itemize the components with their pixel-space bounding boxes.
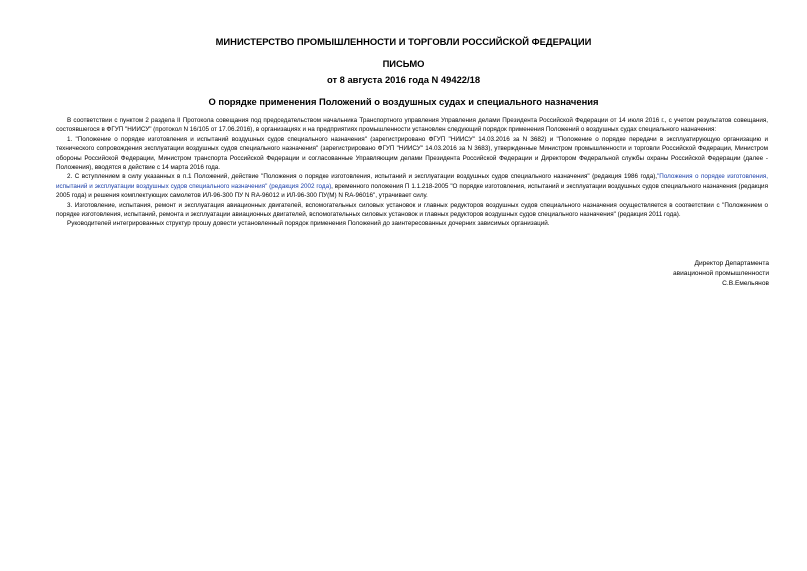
regulation-2002-link[interactable]: "Положения о порядке изготовления, испытаний и эксплуатации воздушных судов специального назначения" (редакция 2002 года) xyxy=(56,173,768,190)
paragraph-item-1: 1. "Положение о порядке изготовления и испытаний воздушных судов специального назначения" (зарегистрировано ФГУП "НИИСУ" 14.03.2016 за N 3682) и "Положение о порядке передачи в эксплуатирующую организацию и технического сопровождения эксплуатации воздушных судов специального назначения" (зарегистрировано ФГУП "НИИСУ" 14.03.2016 за N 3683), утвержденные Министром промышленности и торговли Российской Федерации, Министром обороны Российской Федерации, Министром транспорта Российской Федерации и согласованные Управляющим делами Президента Российской Федерации и Директором Федеральной службы охраны Российской Федерации (далее - Положения), вводятся в действие с 14 марта 2016 года. xyxy=(56,135,768,172)
ministry-title: МИНИСТЕРСТВО ПРОМЫШЛЕННОСТИ И ТОРГОВЛИ РОССИЙСКОЙ ФЕДЕРАЦИИ xyxy=(215,36,592,47)
paragraph-item-2 xyxy=(56,172,768,200)
paragraph-item-2-text-b: , временного положения П 1.1.218-2005 "О порядке изготовления, испытаний и эксплуатации воздушных судов специального назначения (редакция 2005 года) и решения комплектующих самолетов ИЛ-96-300 ПУ N RA-96012 и ИЛ-96-300 ПУ(М) N RA-96016", утрачивает силу. xyxy=(56,182,768,200)
signature-name: С.В.Емельянов xyxy=(722,280,769,287)
paragraph-item-3: 3. Изготовление, испытания, ремонт и эксплуатация авиационных двигателей, вспомогательных силовых установок и главных редукторов воздушных судов специального назначения осуществляется в соответствии с "Положением о порядке изготовления, испытаний, ремонта и эксплуатации авиационных двигателей, вспомогательных силовых установок и главных редукторов воздушных судов специального назначения" (редакция 2011 года). xyxy=(56,201,768,219)
document-body xyxy=(56,116,768,229)
document-subject: О порядке применения Положений о воздушных судах и специального назначения xyxy=(208,96,599,107)
signature-title-line-1: Директор Департамента xyxy=(694,260,769,267)
signature-title-line-2: авиационной промышленности xyxy=(672,270,769,277)
signature-block xyxy=(673,259,769,289)
paragraph-intro: В соответствии с пунктом 2 раздела II Протокола совещания под председательством начальника Транспортного управления Управления делами Президента Российской Федерации от 14 июля 2016 г., с учетом результатов совещания, состоявшегося в ФГУП "НИИСУ" (протокол N 16/105 от 17.06.2016), в организациях и на предприятиях промышленности установлен следующий порядок применения Положений о воздушных судах специального назначения: xyxy=(56,117,768,134)
document-type: ПИСЬМО xyxy=(382,58,425,69)
paragraph-closing: Руководителей интегрированных структур прошу довести установленный порядок применения Положений до заинтересованных дочерних зависимых организаций. xyxy=(67,220,550,228)
document-date-number: от 8 августа 2016 года N 49422/18 xyxy=(326,74,481,85)
paragraph-item-2-text-a: 2. С вступлением в силу указанных в п.1 Положений, действие "Положения о порядке изготовления, испытаний и эксплуатации воздушных судов специального назначения" (редакция 1986 года), xyxy=(67,173,658,181)
